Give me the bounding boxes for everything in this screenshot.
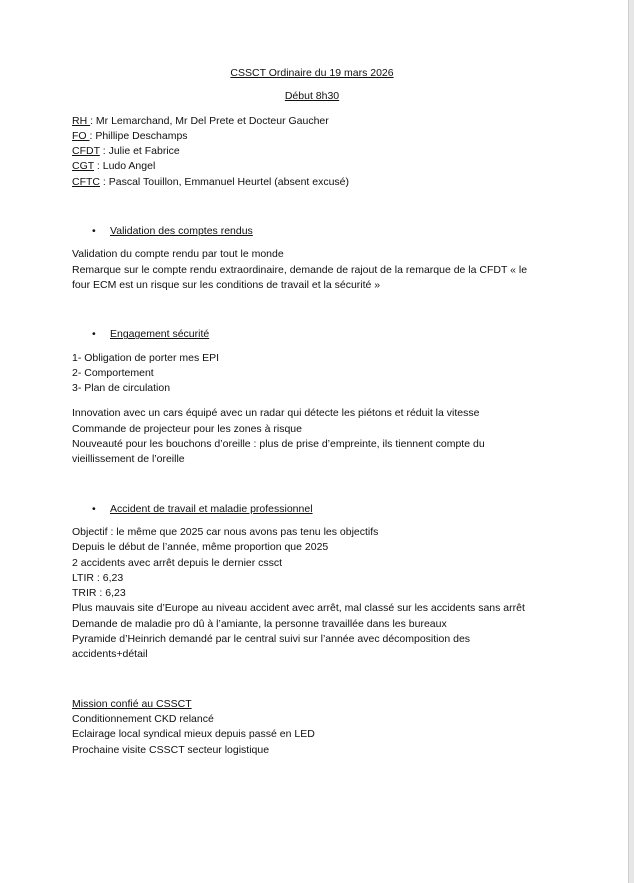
paragraph-line: Commande de projecteur pour les zones à risque	[72, 422, 302, 435]
attendee-line: FO : Phillipe Deschamps	[72, 129, 188, 142]
paragraph-line: Nouveauté pour les bouchons d’oreille : plus de prise d’empreinte, ils tiennent compte du	[72, 438, 485, 451]
attendee-list	[72, 114, 552, 190]
page-edge	[628, 0, 634, 883]
paragraph-line: Remarque sur le compte rendu extraordinaire, demande de rajout de la remarque de la CFDT « le	[72, 263, 528, 276]
paragraph-line: Depuis le début de l’année, même proportion que 2025	[72, 541, 329, 554]
bullet-icon: •	[92, 502, 96, 515]
paragraph-line: Conditionnement CKD relancé	[72, 712, 214, 725]
bullet-icon: •	[92, 225, 96, 238]
section-heading-mission: Mission confié au CSSCT	[72, 697, 192, 710]
section-heading-accident: • Accident de travail et maladie professionnel	[72, 502, 552, 517]
trir-value: TRIR : 6,23	[72, 587, 126, 600]
paragraph-line: Demande de maladie pro dû à l’amiante, la personne travaillée dans les bureaux	[72, 617, 447, 630]
paragraph-line: accidents+détail	[72, 648, 148, 661]
numbered-item: 3- Plan de circulation	[72, 382, 171, 395]
attendee-line: RH : Mr Lemarchand, Mr Del Prete et Docteur Gaucher	[72, 114, 329, 127]
attendee-line: CGT : Ludo Angel	[72, 160, 156, 173]
numbered-item: 2- Comportement	[72, 366, 154, 379]
start-time: Début 8h30	[284, 90, 340, 103]
attendee-line: CFTC : Pascal Touillon, Emmanuel Heurtel (absent excusé)	[72, 175, 350, 188]
paragraph-line: vieillissement de l’oreille	[72, 453, 185, 466]
paragraph-line: Pyramide d’Heinrich demandé par le central suivi sur l’année avec décomposition des	[72, 633, 471, 646]
paragraph-line: 2 accidents avec arrêt depuis le dernier cssct	[72, 556, 283, 569]
ltir-value: LTIR : 6,23	[72, 571, 124, 584]
document-body	[72, 66, 552, 758]
bullet-icon: •	[92, 328, 96, 341]
section-heading-engagement: • Engagement sécurité	[72, 327, 552, 342]
paragraph-line: Plus mauvais site d’Europe au niveau accident avec arrêt, mal classé sur les accidents sans arrêt	[72, 602, 525, 615]
paragraph-line: Eclairage local syndical mieux depuis passé en LED	[72, 728, 315, 741]
paragraph-line: Objectif : le même que 2025 car nous avons pas tenu les objectifs	[72, 525, 379, 538]
paragraph-line: Innovation avec un cars équipé avec un radar qui détecte les piétons et réduit la vitesse	[72, 407, 480, 420]
section-heading-validation: • Validation des comptes rendus	[72, 224, 552, 239]
numbered-item: 1- Obligation de porter mes EPI	[72, 351, 220, 364]
attendee-line: CFDT : Julie et Fabrice	[72, 145, 180, 158]
paragraph-line: Validation du compte rendu par tout le monde	[72, 248, 284, 261]
paragraph-line: Prochaine visite CSSCT secteur logistique	[72, 743, 270, 756]
document-title: CSSCT Ordinaire du 19 mars 2026	[230, 67, 394, 79]
paragraph-line: four ECM est un risque sur les conditions de travail et la sécurité »	[72, 278, 381, 291]
